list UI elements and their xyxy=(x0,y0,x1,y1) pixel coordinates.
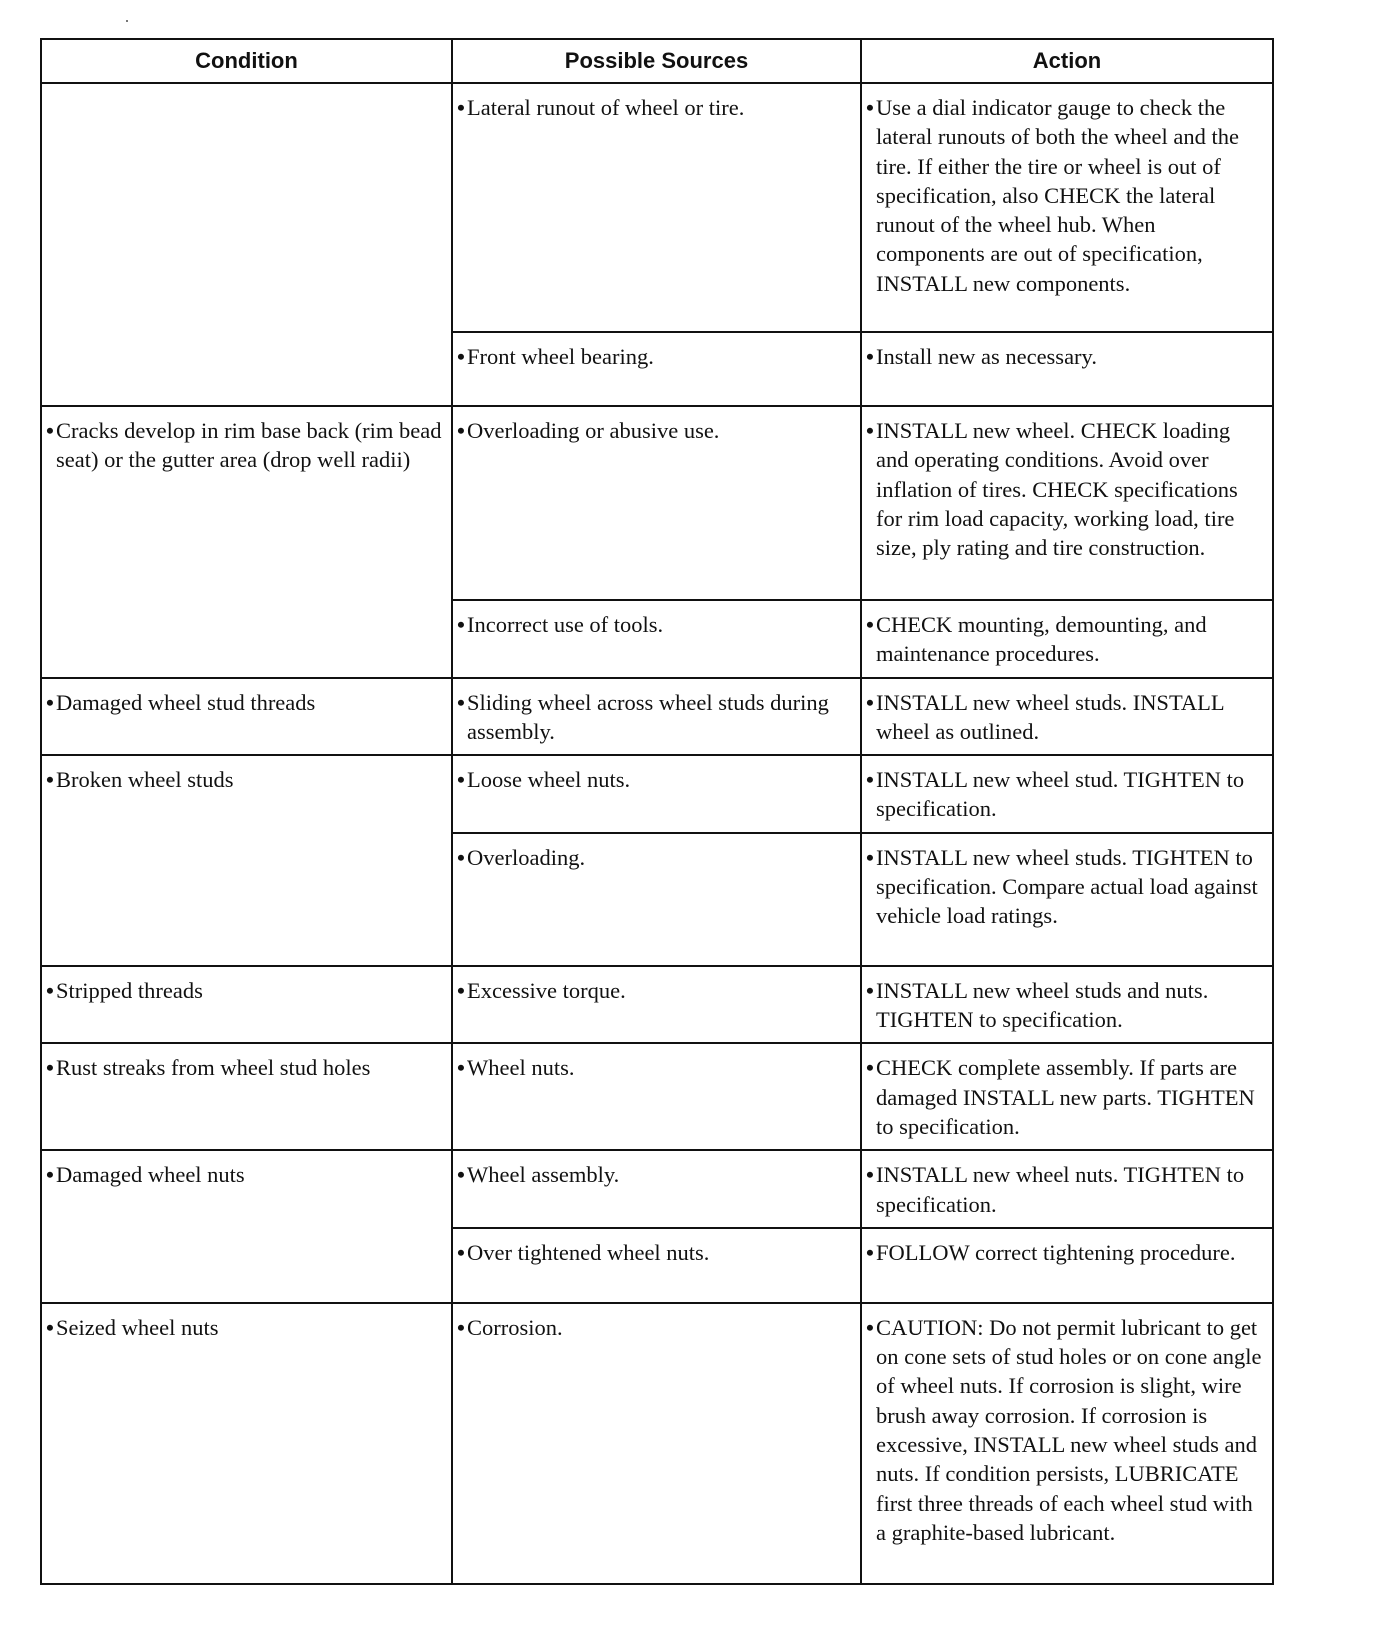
condition-text: Cracks develop in rim base back (rim bead seat) or the gutter area (drop well radii) xyxy=(56,418,442,473)
action-text: INSTALL new wheel studs. TIGHTEN to specification. Compare actual load against vehicle load ratings. xyxy=(876,844,1258,929)
header-condition: Condition xyxy=(41,39,452,83)
table-row xyxy=(41,755,1273,833)
condition-cell: • Damaged wheel stud threads xyxy=(41,678,452,756)
action-text: INSTALL new wheel. CHECK loading and operating conditions. Avoid over inflation of tires. CHECK specifications for rim load capacity, working load, tire size, ply rating and tire construction. xyxy=(876,418,1238,561)
action-text: CAUTION: Do not permit lubricant to get on cone sets of stud holes or on cone angle of wheel nuts. If corrosion is slight, wire brush away corrosion. If corrosion is excessive, INSTALL new wheel studs and nuts. If condition persists, LUBRICATE first three threads of each wheel stud with a graphite-based lubricant. xyxy=(876,1314,1262,1545)
action-text: CHECK mounting, demounting, and maintenance procedures. xyxy=(876,612,1207,667)
action-cell: • INSTALL new wheel studs. INSTALL wheel as outlined. xyxy=(861,678,1273,756)
source-text: Wheel nuts. xyxy=(467,1055,575,1081)
condition-text: Seized wheel nuts xyxy=(56,1314,219,1340)
source-cell: • Overloading or abusive use. xyxy=(452,406,861,600)
table-row xyxy=(41,83,1273,332)
action-cell: • INSTALL new wheel stud. TIGHTEN to specification. xyxy=(861,755,1273,833)
source-text: Corrosion. xyxy=(467,1314,563,1340)
source-text: Front wheel bearing. xyxy=(467,344,654,369)
source-text: Sliding wheel across wheel studs during assembly. xyxy=(467,689,829,744)
action-text: INSTALL new wheel nuts. TIGHTEN to specification. xyxy=(876,1162,1245,1217)
action-cell: • INSTALL new wheel studs. TIGHTEN to specification. Compare actual load against vehicle load ratings. xyxy=(861,833,1273,966)
source-text: Wheel assembly. xyxy=(467,1162,620,1188)
condition-cell: • Seized wheel nuts xyxy=(41,1303,452,1584)
action-text: FOLLOW correct tightening procedure. xyxy=(876,1239,1236,1265)
action-text: CHECK complete assembly. If parts are damaged INSTALL new parts. TIGHTEN to specification. xyxy=(876,1055,1255,1139)
source-cell: • Sliding wheel across wheel studs during assembly. xyxy=(452,678,861,756)
source-cell: • Excessive torque. xyxy=(452,966,861,1044)
action-cell: • CAUTION: Do not permit lubricant to get on cone sets of stud holes or on cone angle of wheel nuts. If corrosion is slight, wire brush away corrosion. If corrosion is excessive, INSTALL new wheel studs and nuts. If condition persists, LUBRICATE first three threads of each wheel stud with a graphite-based lubricant. xyxy=(861,1303,1273,1584)
action-cell: • CHECK mounting, demounting, and maintenance procedures. xyxy=(861,600,1273,678)
action-cell: • Install new as necessary. xyxy=(861,332,1273,406)
condition-text: Damaged wheel stud threads xyxy=(56,689,316,715)
condition-cell-empty xyxy=(41,83,452,406)
source-cell: • Lateral runout of wheel or tire. xyxy=(452,83,861,332)
action-cell: • Use a dial indicator gauge to check the lateral runouts of both the wheel and the tire. If either the tire or wheel is out of specification, also CHECK the lateral runout of the wheel hub. When components are out of specification, INSTALL new components. xyxy=(861,83,1273,332)
condition-cell: • Damaged wheel nuts xyxy=(41,1150,452,1303)
source-text: Overloading or abusive use. xyxy=(467,418,720,443)
scan-speck xyxy=(126,20,128,22)
table-row xyxy=(41,406,1273,600)
condition-text: Stripped threads xyxy=(56,977,203,1003)
source-text: Excessive torque. xyxy=(467,977,626,1003)
source-cell: • Loose wheel nuts. xyxy=(452,755,861,833)
action-cell: • INSTALL new wheel nuts. TIGHTEN to specification. xyxy=(861,1150,1273,1228)
table-row xyxy=(41,678,1273,756)
condition-cell: • Rust streaks from wheel stud holes xyxy=(41,1043,452,1150)
source-cell: • Over tightened wheel nuts. xyxy=(452,1228,861,1303)
source-text: Loose wheel nuts. xyxy=(467,767,631,793)
source-text: Incorrect use of tools. xyxy=(467,612,664,637)
action-text: INSTALL new wheel studs and nuts. TIGHTEN to specification. xyxy=(876,977,1209,1033)
source-cell: • Overloading. xyxy=(452,833,861,966)
source-cell: • Wheel nuts. xyxy=(452,1043,861,1150)
action-cell: • INSTALL new wheel studs and nuts. TIGHTEN to specification. xyxy=(861,966,1273,1044)
header-action: Action xyxy=(861,39,1273,83)
condition-cell: • Stripped threads xyxy=(41,966,452,1044)
action-text: INSTALL new wheel stud. TIGHTEN to specification. xyxy=(876,767,1245,822)
action-text: INSTALL new wheel studs. INSTALL wheel as outlined. xyxy=(876,689,1224,744)
action-text: Install new as necessary. xyxy=(876,344,1097,369)
header-row xyxy=(41,39,1273,83)
action-cell: • FOLLOW correct tightening procedure. xyxy=(861,1228,1273,1303)
condition-text: Rust streaks from wheel stud holes xyxy=(56,1055,371,1081)
condition-text: Damaged wheel nuts xyxy=(56,1162,245,1188)
action-cell: • INSTALL new wheel. CHECK loading and operating conditions. Avoid over inflation of tires. CHECK specifications for rim load capacity, working load, tire size, ply rating and tire construction. xyxy=(861,406,1273,600)
condition-text: Broken wheel studs xyxy=(56,767,234,793)
table-row xyxy=(41,1303,1273,1584)
source-cell: • Incorrect use of tools. xyxy=(452,600,861,678)
action-cell: • CHECK complete assembly. If parts are damaged INSTALL new parts. TIGHTEN to specification. xyxy=(861,1043,1273,1150)
source-cell: • Wheel assembly. xyxy=(452,1150,861,1228)
table-row xyxy=(41,1150,1273,1228)
source-cell: • Front wheel bearing. xyxy=(452,332,861,406)
condition-cell: • Broken wheel studs xyxy=(41,755,452,966)
action-text: Use a dial indicator gauge to check the lateral runouts of both the wheel and the tire. If either the tire or wheel is out of specification, also CHECK the lateral runout of the wheel hub. When components are out of specification, INSTALL new components. xyxy=(876,95,1240,296)
table-row xyxy=(41,1043,1273,1150)
source-text: Overloading. xyxy=(467,844,586,870)
troubleshooting-table xyxy=(40,38,1274,1585)
condition-cell: • Cracks develop in rim base back (rim bead seat) or the gutter area (drop well radii) xyxy=(41,406,452,678)
table-row xyxy=(41,966,1273,1044)
header-possible-sources: Possible Sources xyxy=(452,39,861,83)
source-text: Lateral runout of wheel or tire. xyxy=(467,95,745,120)
source-text: Over tightened wheel nuts. xyxy=(467,1239,710,1265)
source-cell: • Corrosion. xyxy=(452,1303,861,1584)
